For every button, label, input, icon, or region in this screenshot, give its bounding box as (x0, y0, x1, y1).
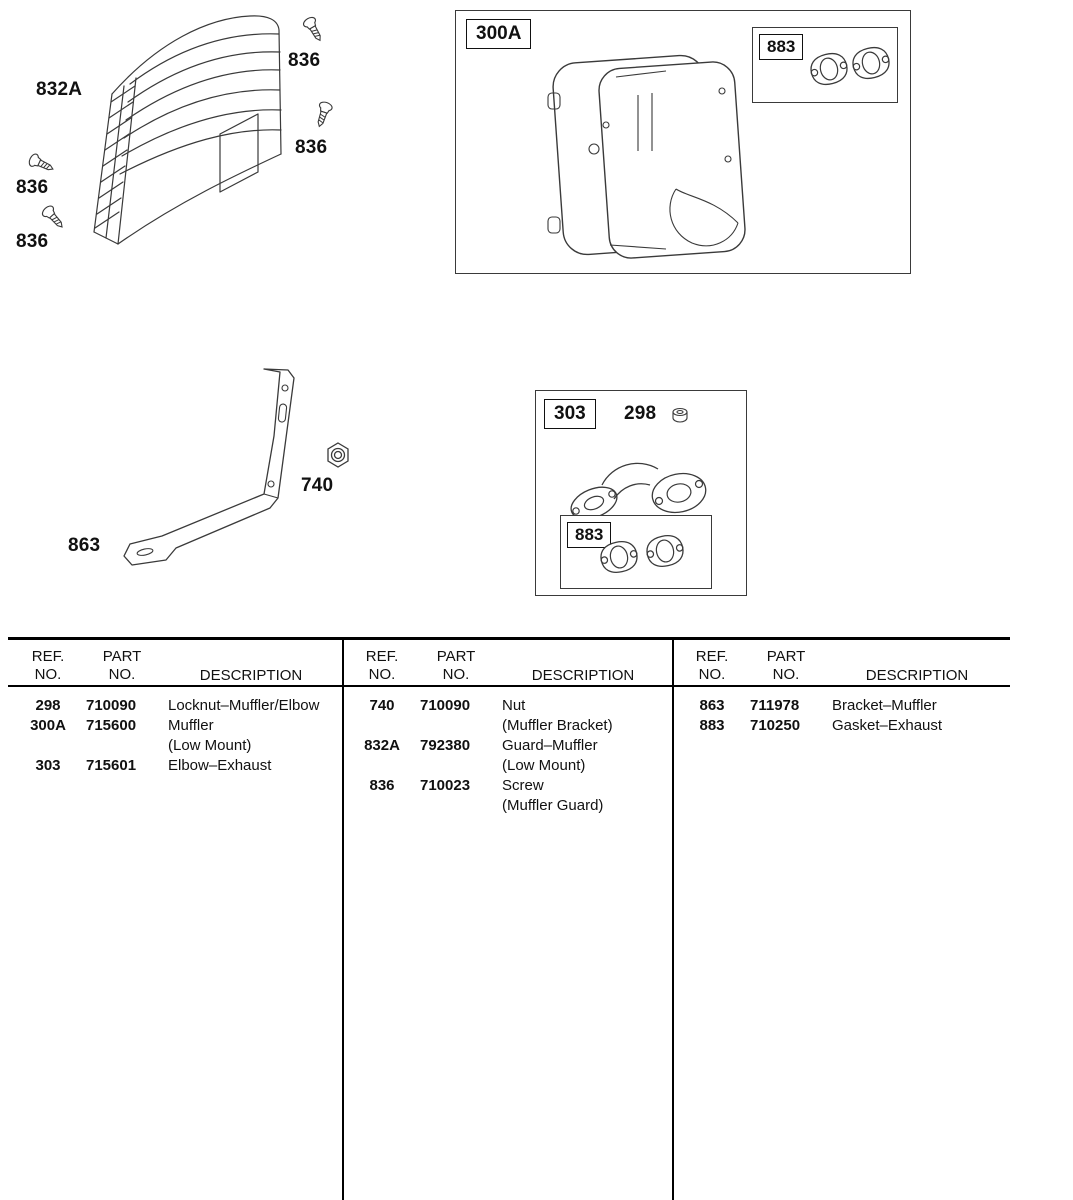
table-row (342, 696, 672, 716)
locknut-icon (670, 406, 690, 424)
part-cell: 710090 (420, 697, 471, 714)
elbow-box-label: 303 (544, 399, 596, 429)
guard-ref-label: 832A (36, 79, 83, 100)
bracket-diagram (118, 366, 303, 571)
bracket-ref-label: 863 (68, 535, 101, 556)
nut-icon (324, 441, 352, 469)
desc-cell: Locknut–Muffler/Elbow (168, 697, 320, 714)
desc-cell: (Muffler Guard) (502, 797, 604, 814)
header-ref-line1: REF. (31, 648, 65, 665)
screw-ref-label: 836 (288, 50, 321, 71)
screw-icon (37, 201, 71, 235)
table-header (8, 640, 342, 685)
screw-ref-label: 836 (16, 177, 49, 198)
header-part-line1: PART (436, 648, 476, 665)
header-part (420, 648, 492, 685)
part-cell: 711978 (750, 697, 800, 714)
table-body (342, 685, 672, 816)
part-cell: 792380 (420, 737, 471, 754)
table-row (342, 776, 672, 796)
header-part (750, 648, 822, 685)
header-part-line1: PART (766, 648, 806, 665)
gasket-icon (637, 525, 693, 576)
table-header (672, 640, 1010, 685)
desc-cell: Screw (502, 777, 544, 794)
table-row (342, 716, 672, 736)
screw-ref-label: 836 (295, 137, 328, 158)
desc-cell: Guard–Muffler (502, 737, 598, 754)
part-cell: 710023 (420, 777, 471, 794)
gasket-box-label: 883 (567, 522, 611, 548)
desc-cell: Bracket–Muffler (832, 697, 937, 714)
part-cell (86, 736, 158, 756)
header-part-line2: NO. (108, 666, 136, 683)
gasket-box (752, 27, 898, 103)
ref-cell: 303 (35, 757, 61, 774)
ref-cell (354, 796, 410, 816)
ref-cell: 740 (369, 697, 395, 714)
gasket-icon (843, 37, 900, 89)
table-row (8, 736, 342, 756)
header-ref-line2: NO. (698, 666, 726, 683)
part-cell: 715600 (86, 717, 137, 734)
header-part-line2: NO. (772, 666, 800, 683)
muffler-guard-diagram (78, 6, 290, 248)
header-ref (354, 648, 410, 685)
desc-cell: (Low Mount) (502, 757, 586, 774)
screw-ref-label: 836 (16, 231, 49, 252)
part-cell: 710090 (86, 697, 137, 714)
locknut-ref-label: 298 (624, 403, 657, 424)
desc-cell: Elbow–Exhaust (168, 757, 272, 774)
table-row (342, 796, 672, 816)
part-cell (420, 756, 492, 776)
part-cell: 715601 (86, 757, 137, 774)
desc-cell: Nut (502, 697, 526, 714)
header-ref-line2: NO. (34, 666, 62, 683)
desc-cell: (Muffler Bracket) (502, 717, 613, 734)
gasket-box-label: 883 (759, 34, 803, 60)
ref-cell: 883 (699, 717, 725, 734)
ref-cell: 832A (364, 737, 400, 754)
screw-icon (298, 13, 329, 47)
table-body (8, 685, 342, 776)
table-column-3 (672, 640, 1010, 1200)
header-ref-line2: NO. (368, 666, 396, 683)
table-column-1 (8, 640, 342, 1200)
header-description: DESCRIPTION (865, 667, 969, 684)
screw-icon (25, 149, 59, 179)
parts-table (8, 637, 1010, 1200)
table-column-2 (342, 640, 672, 1200)
header-part (86, 648, 158, 685)
ref-cell: 300A (30, 717, 66, 734)
screw-icon (309, 99, 337, 132)
gasket-box (560, 515, 712, 589)
table-row (342, 736, 672, 756)
ref-cell (354, 756, 410, 776)
elbow-box (535, 390, 747, 596)
table-row (672, 696, 1010, 716)
muffler-diagram (546, 31, 781, 271)
desc-cell: Gasket–Exhaust (832, 717, 943, 734)
ref-cell: 863 (699, 697, 725, 714)
desc-cell: Muffler (168, 717, 214, 734)
muffler-box-label: 300A (466, 19, 531, 49)
table-row (8, 696, 342, 716)
header-description: DESCRIPTION (531, 667, 635, 684)
header-part-line2: NO. (442, 666, 470, 683)
table-row (672, 716, 1010, 736)
ref-cell (20, 736, 76, 756)
table-header (342, 640, 672, 685)
part-cell: 710250 (750, 717, 801, 734)
nut-ref-label: 740 (301, 475, 334, 496)
muffler-box (455, 10, 911, 274)
desc-cell: (Low Mount) (168, 737, 252, 754)
table-row (8, 716, 342, 736)
ref-cell (354, 716, 410, 736)
header-ref (684, 648, 740, 685)
header-ref-line1: REF. (695, 648, 729, 665)
header-ref (20, 648, 76, 685)
header-description: DESCRIPTION (199, 667, 303, 684)
ref-cell: 836 (369, 777, 395, 794)
header-ref-line1: REF. (365, 648, 399, 665)
part-cell (420, 796, 492, 816)
table-body (672, 685, 1010, 736)
table-row (8, 756, 342, 776)
header-part-line1: PART (102, 648, 142, 665)
ref-cell: 298 (35, 697, 61, 714)
part-cell (420, 716, 492, 736)
table-row (342, 756, 672, 776)
